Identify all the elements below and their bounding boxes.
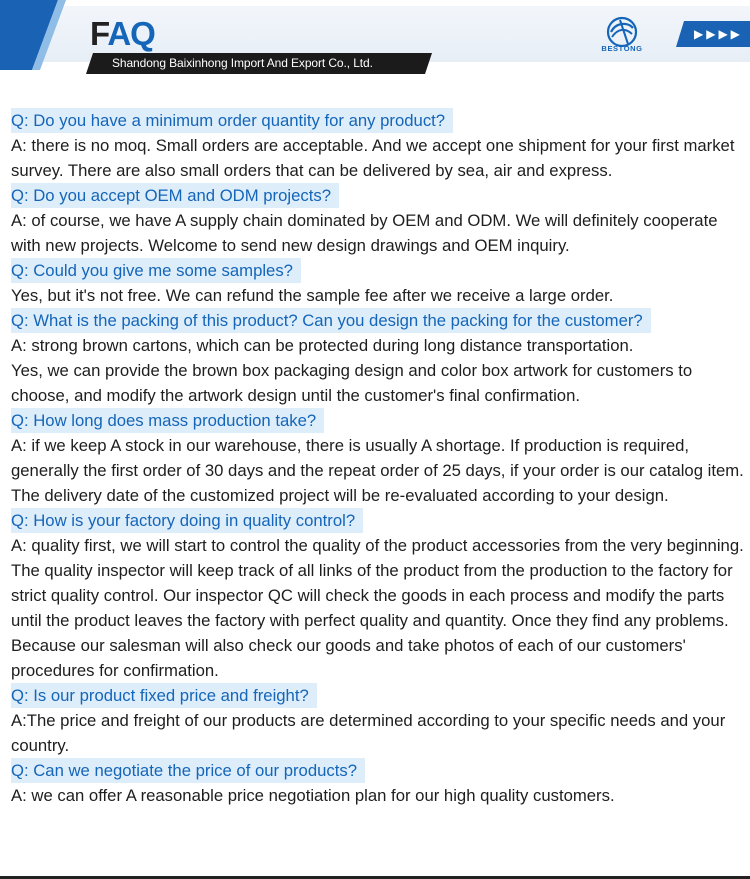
faq-item [11,508,746,683]
faq-question: Q: How is your factory doing in quality control? [11,508,363,533]
company-name: Shandong Baixinhong Import And Export Co., Ltd. [112,56,373,70]
bestong-logo-icon [598,14,646,62]
faq-question: Q: Do you have a minimum order quantity for any product? [11,108,453,133]
faq-answer: A: quality first, we will start to control the quality of the product accessories from the very beginning. The quality inspector will keep track of all links of the product from the production to the factory for strict quality control. Our inspector QC will check the goods in each process and modify the parts until the product leaves the factory with perfect quality and quantity. Once they find any problems. Because our salesman will also check our goods and take photos of each of our customers' procedures for confirmation. [11,536,744,680]
faq-list [11,108,746,808]
logo-text: BESTONG [601,44,643,53]
faq-question: Q: Can we negotiate the price of our products? [11,758,365,783]
arrows-icon: ▶▶▶▶ [694,27,743,41]
faq-answer: A: we can offer A reasonable price negotiation plan for our high quality customers. [11,786,615,805]
faq-item [11,308,746,408]
faq-answer: A: if we keep A stock in our warehouse, there is usually A shortage. If production is required, generally the first order of 30 days and the repeat order of 25 days, if your order is our catalog item. The delivery date of the customized project will be re-evaluated according to your design. [11,436,744,505]
title-letters-aq: AQ [107,15,155,52]
faq-item [11,683,746,758]
title-letter-f: F [90,15,108,52]
faq-item [11,258,746,308]
page-title [90,14,155,54]
faq-answer: A:The price and freight of our products are determined according to your specific needs and your country. [11,711,726,755]
faq-answer: A: strong brown cartons, which can be protected during long distance transportation. [11,336,634,355]
faq-item [11,108,746,183]
faq-answer-continued: Yes, we can provide the brown box packaging design and color box artwork for customers to choose, and modify the artwork design until the customer's final confirmation. [11,361,693,405]
faq-question: Q: Could you give me some samples? [11,258,301,283]
faq-question: Q: How long does mass production take? [11,408,324,433]
faq-item [11,408,746,508]
faq-question: Q: Is our product fixed price and freight? [11,683,317,708]
decorative-shard [0,0,70,75]
page-header [0,0,750,86]
faq-item [11,183,746,258]
faq-answer: A: there is no moq. Small orders are acceptable. And we accept one shipment for your first market survey. There are also small orders that can be delivered by sea, air and express. [11,136,735,180]
faq-answer: Yes, but it's not free. We can refund the sample fee after we receive a large order. [11,286,614,305]
faq-answer: A: of course, we have A supply chain dominated by OEM and ODM. We will definitely cooperate with new projects. Welcome to send new design drawings and OEM inquiry. [11,211,718,255]
faq-question: Q: What is the packing of this product? Can you design the packing for the customer? [11,308,651,333]
faq-question: Q: Do you accept OEM and ODM projects? [11,183,339,208]
faq-item [11,758,746,808]
